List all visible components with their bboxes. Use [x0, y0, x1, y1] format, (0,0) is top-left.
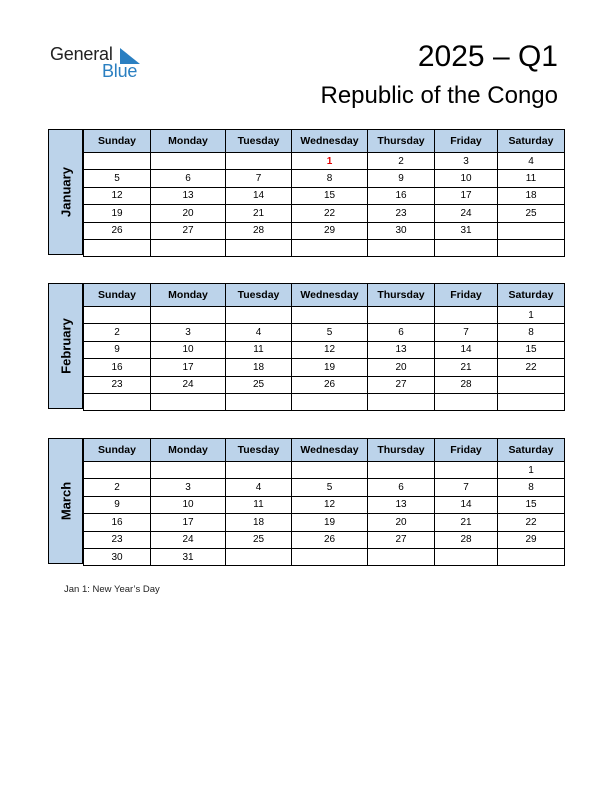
day-cell [226, 393, 292, 410]
day-cell [226, 462, 292, 479]
logo-text-general: General [50, 44, 113, 64]
week-row [84, 170, 565, 187]
week-row [84, 307, 565, 324]
day-cell: 20 [151, 205, 226, 222]
week-row [84, 341, 565, 358]
day-cell: 23 [368, 205, 435, 222]
calendar-grid [83, 283, 565, 411]
day-cell: 4 [226, 479, 292, 496]
day-cell: 27 [368, 531, 435, 548]
weekday-header: Friday [435, 284, 498, 307]
day-cell [435, 393, 498, 410]
weekday-header-row [84, 284, 565, 307]
week-row [84, 462, 565, 479]
week-row [84, 359, 565, 376]
day-cell: 20 [368, 514, 435, 531]
day-cell: 15 [292, 187, 368, 204]
day-cell [84, 393, 151, 410]
day-cell: 23 [84, 376, 151, 393]
day-cell: 8 [292, 170, 368, 187]
day-cell [435, 548, 498, 565]
day-cell: 21 [435, 514, 498, 531]
day-cell: 22 [292, 205, 368, 222]
week-row [84, 205, 565, 222]
weekday-header: Tuesday [226, 130, 292, 153]
weekday-header: Saturday [498, 130, 565, 153]
weekday-header: Monday [151, 130, 226, 153]
weekday-header-row [84, 439, 565, 462]
weekday-header: Monday [151, 284, 226, 307]
day-cell [292, 393, 368, 410]
day-cell: 16 [368, 187, 435, 204]
day-cell: 19 [292, 514, 368, 531]
day-cell [226, 153, 292, 170]
day-cell: 5 [292, 324, 368, 341]
weekday-header: Sunday [84, 439, 151, 462]
day-cell: 3 [435, 153, 498, 170]
day-cell [435, 239, 498, 256]
day-cell [84, 307, 151, 324]
day-cell: 24 [435, 205, 498, 222]
day-cell: 17 [151, 359, 226, 376]
day-cell: 1 [498, 307, 565, 324]
day-cell: 10 [151, 496, 226, 513]
day-cell [226, 307, 292, 324]
day-cell: 5 [84, 170, 151, 187]
day-cell: 12 [84, 187, 151, 204]
day-cell: 5 [292, 479, 368, 496]
day-cell [368, 239, 435, 256]
week-row [84, 324, 565, 341]
week-row [84, 514, 565, 531]
day-cell: 21 [435, 359, 498, 376]
day-cell [151, 239, 226, 256]
day-cell: 7 [435, 324, 498, 341]
day-cell: 30 [368, 222, 435, 239]
logo-text-blue: Blue [102, 61, 138, 81]
day-cell: 28 [226, 222, 292, 239]
day-cell: 27 [368, 376, 435, 393]
month-label [48, 438, 83, 564]
day-cell [151, 462, 226, 479]
day-cell: 22 [498, 359, 565, 376]
month-calendar-january [48, 129, 564, 255]
day-cell: 14 [435, 496, 498, 513]
week-row [84, 187, 565, 204]
week-row [84, 548, 565, 565]
day-cell: 14 [226, 187, 292, 204]
day-cell: 28 [435, 531, 498, 548]
weekday-header: Thursday [368, 130, 435, 153]
weekday-header: Friday [435, 130, 498, 153]
weekday-header: Wednesday [292, 130, 368, 153]
day-cell: 18 [226, 514, 292, 531]
calendar-grid [83, 438, 565, 566]
day-cell [292, 462, 368, 479]
day-cell: 26 [292, 531, 368, 548]
day-cell: 24 [151, 531, 226, 548]
month-calendar-february [48, 283, 564, 409]
day-cell: 13 [368, 341, 435, 358]
day-cell: 3 [151, 324, 226, 341]
holiday-note: Jan 1: New Year’s Day [64, 584, 160, 595]
day-cell: 10 [435, 170, 498, 187]
day-cell [498, 222, 565, 239]
day-cell: 3 [151, 479, 226, 496]
day-cell: 11 [226, 496, 292, 513]
day-cell [368, 462, 435, 479]
day-cell: 7 [435, 479, 498, 496]
day-cell [292, 307, 368, 324]
day-cell: 26 [292, 376, 368, 393]
month-calendar-march [48, 438, 564, 564]
weekday-header: Thursday [368, 284, 435, 307]
weekday-header: Tuesday [226, 439, 292, 462]
day-cell [292, 239, 368, 256]
weekday-header: Thursday [368, 439, 435, 462]
day-cell: 1 [292, 153, 368, 170]
day-cell [498, 376, 565, 393]
day-cell: 17 [151, 514, 226, 531]
day-cell: 29 [498, 531, 565, 548]
day-cell [368, 548, 435, 565]
day-cell: 7 [226, 170, 292, 187]
day-cell: 27 [151, 222, 226, 239]
day-cell: 9 [84, 496, 151, 513]
day-cell: 6 [151, 170, 226, 187]
day-cell [292, 548, 368, 565]
day-cell [498, 548, 565, 565]
day-cell: 13 [151, 187, 226, 204]
weekday-header: Friday [435, 439, 498, 462]
day-cell: 11 [226, 341, 292, 358]
month-name: March [58, 481, 73, 521]
week-row [84, 222, 565, 239]
day-cell [435, 307, 498, 324]
day-cell [498, 393, 565, 410]
day-cell: 9 [368, 170, 435, 187]
day-cell: 30 [84, 548, 151, 565]
day-cell: 29 [292, 222, 368, 239]
day-cell: 8 [498, 324, 565, 341]
day-cell [151, 393, 226, 410]
day-cell: 16 [84, 514, 151, 531]
week-row [84, 153, 565, 170]
weekday-header: Monday [151, 439, 226, 462]
day-cell: 17 [435, 187, 498, 204]
day-cell [368, 393, 435, 410]
day-cell: 2 [368, 153, 435, 170]
day-cell [368, 307, 435, 324]
weekday-header: Sunday [84, 130, 151, 153]
weekday-header: Tuesday [226, 284, 292, 307]
day-cell: 14 [435, 341, 498, 358]
day-cell: 2 [84, 479, 151, 496]
day-cell [435, 462, 498, 479]
day-cell: 16 [84, 359, 151, 376]
day-cell: 28 [435, 376, 498, 393]
weekday-header: Sunday [84, 284, 151, 307]
month-label [48, 129, 83, 255]
day-cell: 26 [84, 222, 151, 239]
day-cell [84, 239, 151, 256]
day-cell: 4 [498, 153, 565, 170]
day-cell: 25 [498, 205, 565, 222]
week-row [84, 496, 565, 513]
weekday-header: Wednesday [292, 439, 368, 462]
day-cell: 23 [84, 531, 151, 548]
day-cell: 15 [498, 496, 565, 513]
day-cell: 21 [226, 205, 292, 222]
page-title: 2025 – Q1 [417, 40, 558, 73]
day-cell: 6 [368, 324, 435, 341]
week-row [84, 479, 565, 496]
generalblue-logo [50, 44, 150, 84]
day-cell: 18 [498, 187, 565, 204]
month-label [48, 283, 83, 409]
weekday-header-row [84, 130, 565, 153]
day-cell: 6 [368, 479, 435, 496]
day-cell: 1 [498, 462, 565, 479]
week-row [84, 376, 565, 393]
week-row [84, 239, 565, 256]
day-cell: 15 [498, 341, 565, 358]
day-cell: 12 [292, 341, 368, 358]
day-cell [84, 462, 151, 479]
day-cell: 19 [84, 205, 151, 222]
week-row [84, 531, 565, 548]
day-cell: 4 [226, 324, 292, 341]
day-cell [151, 153, 226, 170]
day-cell [84, 153, 151, 170]
day-cell: 22 [498, 514, 565, 531]
day-cell [226, 548, 292, 565]
month-name: January [58, 167, 73, 217]
day-cell: 10 [151, 341, 226, 358]
weekday-header: Saturday [498, 284, 565, 307]
day-cell [226, 239, 292, 256]
day-cell: 11 [498, 170, 565, 187]
day-cell: 25 [226, 376, 292, 393]
day-cell: 13 [368, 496, 435, 513]
day-cell [151, 307, 226, 324]
weekday-header: Saturday [498, 439, 565, 462]
calendar-grid [83, 129, 565, 257]
weekday-header: Wednesday [292, 284, 368, 307]
day-cell: 2 [84, 324, 151, 341]
month-name: February [58, 318, 73, 374]
day-cell [498, 239, 565, 256]
day-cell: 31 [435, 222, 498, 239]
day-cell: 8 [498, 479, 565, 496]
day-cell: 18 [226, 359, 292, 376]
day-cell: 20 [368, 359, 435, 376]
week-row [84, 393, 565, 410]
day-cell: 25 [226, 531, 292, 548]
day-cell: 19 [292, 359, 368, 376]
page-subtitle: Republic of the Congo [320, 82, 558, 109]
day-cell: 31 [151, 548, 226, 565]
day-cell: 9 [84, 341, 151, 358]
day-cell: 24 [151, 376, 226, 393]
day-cell: 12 [292, 496, 368, 513]
